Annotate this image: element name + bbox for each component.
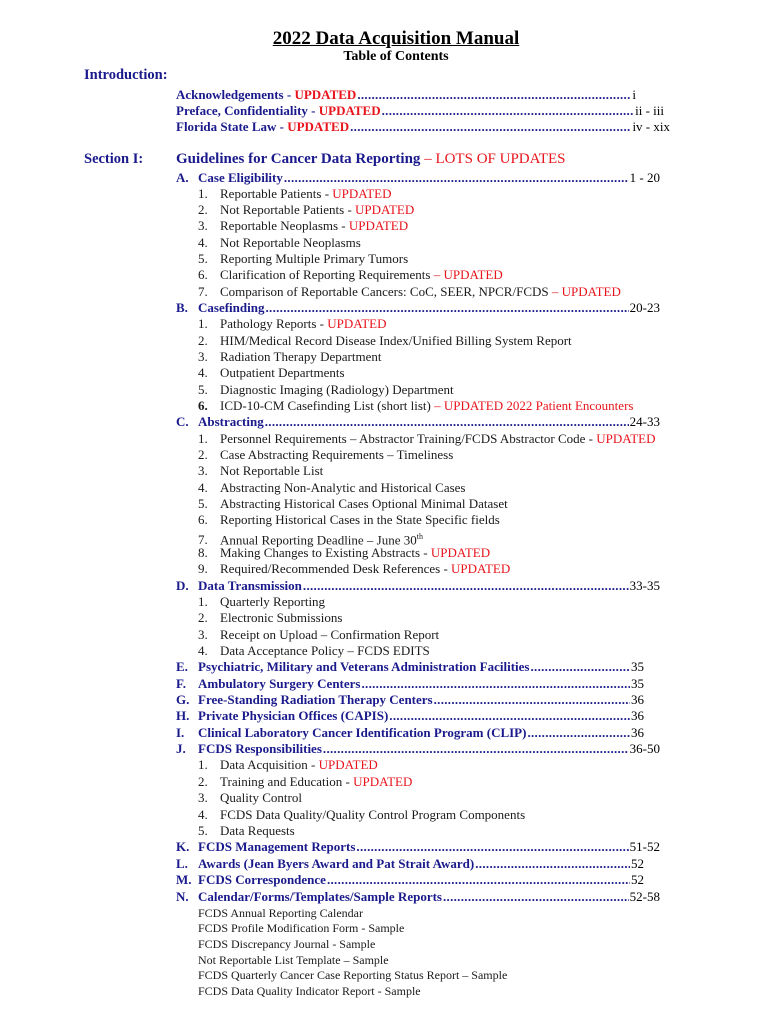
entry-title: Case Eligibility — [198, 170, 283, 185]
page-number: 51-52 — [629, 839, 660, 854]
page-number: 36 — [631, 692, 644, 707]
list-item[interactable]: 5. Diagnostic Imaging (Radiology) Department — [198, 382, 454, 397]
heading-tag: – LOTS OF UPDATES — [424, 151, 566, 167]
list-item[interactable]: 2. HIM/Medical Record Disease Index/Unified Billing System Report — [198, 333, 572, 348]
entry-letter: H. — [176, 708, 190, 723]
list-item[interactable]: FCDS Profile Modification Form - Sample — [198, 921, 405, 935]
page-number: 52-58 — [629, 889, 660, 904]
list-item[interactable]: 6. ICD-10-CM Casefinding List (short list) – UPDATED 2022 Patient Encounters — [198, 398, 634, 413]
list-item[interactable]: 4. Outpatient Departments — [198, 365, 345, 380]
list-item[interactable]: 2. Not Reportable Patients - UPDATED — [198, 202, 415, 217]
section-1-heading — [176, 151, 565, 168]
list-item[interactable]: FCDS Annual Reporting Calendar — [198, 906, 363, 920]
page-number: 35 — [631, 659, 644, 674]
entry-text: Florida State Law - — [176, 119, 288, 134]
list-item[interactable]: 4. Not Reportable Neoplasms — [198, 235, 361, 250]
entry-letter: D. — [176, 578, 189, 593]
leader-dots — [350, 119, 631, 135]
toc-entry-l[interactable] — [176, 856, 644, 872]
list-item[interactable]: 1. Quarterly Reporting — [198, 594, 326, 609]
page-number: 24-33 — [629, 414, 660, 429]
entry-text: Acknowledgements - — [176, 87, 295, 102]
leader-dots — [389, 708, 630, 724]
leader-dots — [265, 414, 629, 430]
list-item[interactable]: FCDS Quarterly Cancer Case Reporting Status Report – Sample — [198, 968, 508, 982]
updated-tag: UPDATED — [294, 87, 357, 102]
entry-letter: A. — [176, 170, 189, 185]
page-number: i — [632, 87, 636, 102]
leader-dots — [327, 872, 630, 888]
list-item[interactable]: 3. Reportable Neoplasms - UPDATED — [198, 218, 409, 233]
list-item[interactable]: 5. Data Requests — [198, 823, 295, 838]
toc-entry-i[interactable] — [176, 725, 644, 741]
toc-entry-j[interactable] — [176, 741, 660, 757]
toc-entry-a[interactable] — [176, 170, 660, 186]
list-item[interactable]: 2. Case Abstracting Requirements – Timeliness — [198, 447, 454, 462]
introduction-label: Introduction: — [84, 67, 168, 83]
entry-title: Calendar/Forms/Templates/Sample Reports — [198, 889, 442, 904]
leader-dots — [527, 725, 630, 741]
leader-dots — [361, 676, 630, 692]
updated-tag: UPDATED — [287, 119, 350, 134]
toc-entry-florida-state-law[interactable] — [176, 119, 670, 135]
list-item[interactable]: 5. Abstracting Historical Cases Optional Minimal Dataset — [198, 496, 508, 511]
page-number: 20-23 — [629, 300, 660, 315]
entry-letter: N. — [176, 889, 189, 904]
list-item[interactable]: 7. Comparison of Reportable Cancers: CoC, SEER, NPCR/FCDS – UPDATED — [198, 284, 621, 299]
page-number: 33-35 — [629, 578, 660, 593]
entry-letter: L. — [176, 856, 188, 871]
page-subtitle: Table of Contents — [343, 49, 449, 64]
page-number: 1 - 20 — [629, 170, 660, 185]
list-item[interactable]: 4. Data Acceptance Policy – FCDS EDITS — [198, 643, 430, 658]
toc-entry-k[interactable] — [176, 839, 660, 855]
list-item[interactable]: 2. Training and Education - UPDATED — [198, 774, 413, 789]
toc-entry-d[interactable] — [176, 578, 660, 594]
leader-dots — [443, 889, 629, 905]
entry-title: FCDS Correspondence — [198, 872, 326, 887]
leader-dots — [265, 300, 628, 316]
page-number: 52 — [631, 872, 644, 887]
entry-text: Preface, Confidentiality - — [176, 103, 319, 118]
list-item[interactable]: 8. Making Changes to Existing Abstracts - UPDATED — [198, 545, 491, 560]
list-item[interactable]: 1. Reportable Patients - UPDATED — [198, 186, 392, 201]
entry-letter: F. — [176, 676, 186, 691]
leader-dots — [356, 839, 628, 855]
list-item[interactable]: 6. Clarification of Reporting Requirements – UPDATED — [198, 267, 503, 282]
entry-title: Abstracting — [198, 414, 264, 429]
toc-entry-c[interactable] — [176, 414, 660, 430]
leader-dots — [357, 87, 631, 103]
list-item[interactable]: 3. Quality Control — [198, 790, 302, 805]
entry-title: Casefinding — [198, 300, 265, 315]
toc-entry-e[interactable] — [176, 659, 644, 675]
toc-entry-preface[interactable] — [176, 103, 664, 119]
list-item[interactable]: Not Reportable List Template – Sample — [198, 953, 389, 967]
heading-text: Guidelines for Cancer Data Reporting — [176, 151, 421, 167]
section-1-label: Section I: — [84, 151, 144, 167]
leader-dots — [434, 692, 630, 708]
entry-letter: C. — [176, 414, 189, 429]
leader-dots — [323, 741, 629, 757]
page-number: 36 — [631, 708, 644, 723]
leader-dots — [303, 578, 629, 594]
list-item[interactable]: 1. Data Acquisition - UPDATED — [198, 757, 378, 772]
entry-letter: M. — [176, 872, 192, 887]
list-item[interactable]: FCDS Data Quality Indicator Report - Sample — [198, 984, 421, 998]
list-item[interactable]: 5. Reporting Multiple Primary Tumors — [198, 251, 409, 266]
list-item[interactable]: 4. Abstracting Non-Analytic and Historical Cases — [198, 480, 466, 495]
toc-entry-f[interactable] — [176, 676, 644, 692]
toc-entry-h[interactable] — [176, 708, 644, 724]
leader-dots — [475, 856, 630, 872]
leader-dots — [284, 170, 629, 186]
list-item[interactable]: 7. Annual Reporting Deadline – June 30th — [198, 532, 423, 548]
leader-dots — [382, 103, 635, 119]
entry-letter: J. — [176, 741, 186, 756]
entry-title: Private Physician Offices (CAPIS) — [198, 708, 389, 723]
entry-title: FCDS Responsibilities — [198, 741, 322, 756]
entry-title: FCDS Management Reports — [198, 839, 356, 854]
list-item[interactable]: 1. Personnel Requirements – Abstractor Training/FCDS Abstractor Code - UPDATED — [198, 431, 656, 446]
page-number: 36 — [631, 725, 644, 740]
list-item[interactable]: 6. Reporting Historical Cases in the State Specific fields — [198, 512, 500, 527]
entry-letter: G. — [176, 692, 190, 707]
entry-title: Free-Standing Radiation Therapy Centers — [198, 692, 433, 707]
entry-title: Psychiatric, Military and Veterans Administration Facilities — [198, 659, 530, 674]
entry-letter: B. — [176, 300, 188, 315]
toc-entry-b[interactable] — [176, 300, 660, 316]
list-item[interactable]: FCDS Discrepancy Journal - Sample — [198, 937, 376, 951]
page-number: ii - iii — [635, 103, 664, 118]
entry-title: Data Transmission — [198, 578, 302, 593]
page-number: iv - xix — [632, 119, 670, 134]
list-item[interactable]: 1. Pathology Reports - UPDATED — [198, 316, 387, 331]
list-item[interactable]: 2. Electronic Submissions — [198, 610, 343, 625]
updated-tag: UPDATED — [318, 103, 381, 118]
entry-letter: K. — [176, 839, 190, 854]
entry-title: Ambulatory Surgery Centers — [198, 676, 361, 691]
page-number: 52 — [631, 856, 644, 871]
toc-entry-g[interactable] — [176, 692, 644, 708]
toc-entry-n[interactable] — [176, 889, 660, 905]
entry-letter: I. — [176, 725, 185, 740]
page-number: 36-50 — [629, 741, 660, 756]
toc-entry-acknowledgements[interactable] — [176, 87, 636, 103]
list-item[interactable]: 4. FCDS Data Quality/Quality Control Program Components — [198, 807, 526, 822]
leader-dots — [530, 659, 630, 675]
entry-letter: E. — [176, 659, 188, 674]
entry-title: Clinical Laboratory Cancer Identification Program (CLIP) — [198, 725, 527, 740]
list-item[interactable]: 9. Required/Recommended Desk References - UPDATED — [198, 561, 511, 576]
list-item[interactable]: 3. Radiation Therapy Department — [198, 349, 382, 364]
page-title: 2022 Data Acquisition Manual — [272, 28, 520, 49]
page-number: 35 — [631, 676, 644, 691]
entry-title: Awards (Jean Byers Award and Pat Strait Award) — [198, 856, 475, 871]
list-item[interactable]: 3. Not Reportable List — [198, 463, 324, 478]
toc-entry-m[interactable] — [176, 872, 644, 888]
list-item[interactable]: 3. Receipt on Upload – Confirmation Report — [198, 627, 440, 642]
